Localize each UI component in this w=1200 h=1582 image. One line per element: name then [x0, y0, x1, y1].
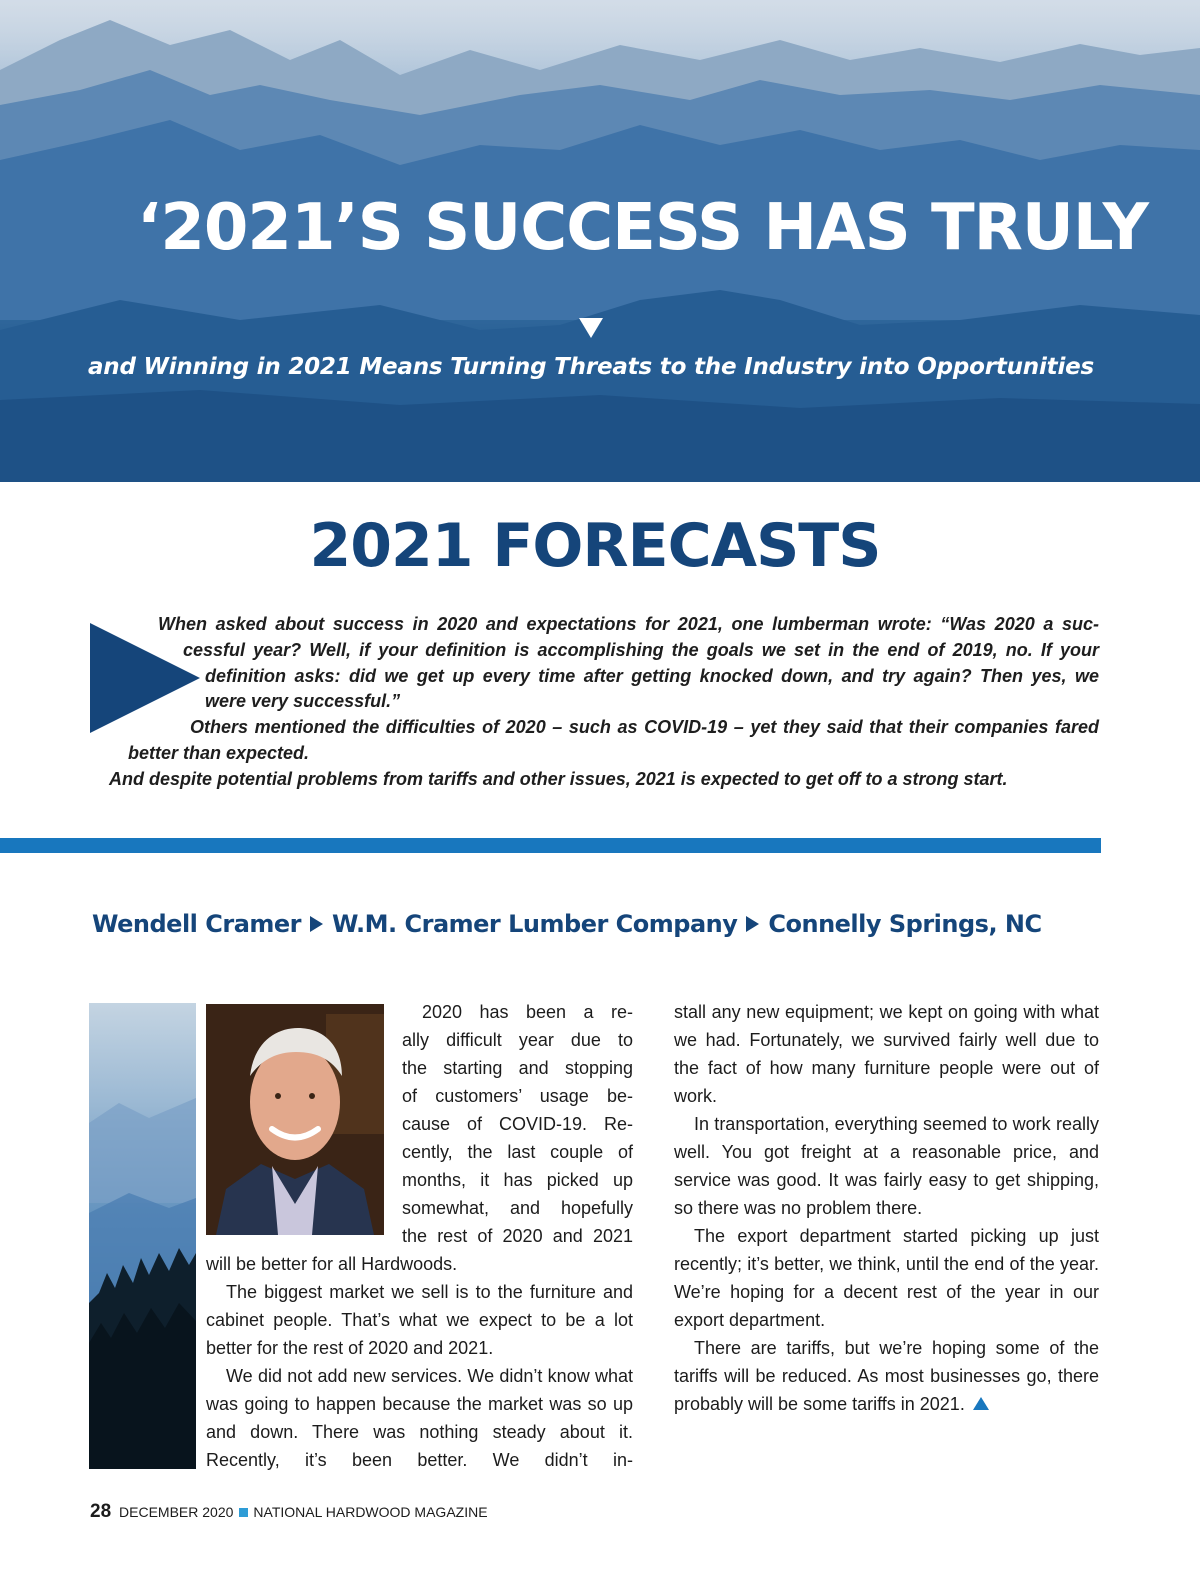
wrap-line: months, it has picked up: [402, 1170, 633, 1190]
intro-line-1: When asked about success in 2020 and expectations for 2021, one lumberman wrote: “Was 2020 a suc-: [158, 614, 1099, 634]
intro-line-5: Others mentioned the difficulties of 2020 – such as COVID-19 – yet they said that their companies fared: [190, 717, 1099, 737]
intro-line-6: better than expected.: [128, 743, 310, 763]
article-paragraph: There are tariffs, but we’re hoping some of the tariffs will be reduced. As most businesses go, there probably will be some tariffs in 2021.: [674, 1338, 1099, 1414]
byline-separator-icon: [746, 916, 759, 932]
wrap-line: the starting and stopping: [402, 1058, 633, 1078]
hero-subtitle: and Winning in 2021 Means Turning Threats to the Industry into Opportunities: [87, 354, 1095, 380]
page-footer: [90, 1501, 488, 1523]
wrap-line: of customers’ usage be-: [402, 1086, 633, 1106]
down-arrow-icon: [579, 318, 603, 338]
section-divider: [0, 838, 1101, 853]
wrap-line: cause of COVID-19. Re-: [402, 1114, 633, 1134]
footer-publication: NATIONAL HARDWOOD MAGAZINE: [253, 1504, 488, 1520]
forest-silhouette: [89, 1003, 196, 1469]
wrap-line: 2020 has been a re-: [422, 1002, 633, 1022]
article-paragraph: will be better for all Hardwoods.: [206, 1254, 458, 1274]
footer-issue: DECEMBER 2020: [119, 1504, 234, 1520]
wrap-line: ally difficult year due to: [402, 1030, 633, 1050]
square-bullet-icon: [239, 1508, 248, 1517]
wrap-line: cently, the last couple of: [402, 1142, 633, 1162]
portrait-figure: [206, 1004, 384, 1235]
article-paragraph: We did not add new services. We didn’t know what was going to happen because the market was so up and down. There was nothing steady about it. Recently, it’s been better. We didn’t in-: [206, 1366, 633, 1470]
intro-line-7: And despite potential problems from tariffs and other issues, 2021 is expected to get off to a strong start.: [109, 769, 1008, 789]
article-paragraph: In transportation, everything seemed to work really well. You got freight at a reasonable price, and service was good. It was fairly easy to get shipping, so there was no problem there.: [674, 1114, 1099, 1218]
wrap-line: somewhat, and hopefully: [402, 1198, 633, 1218]
article-paragraph: stall any new equipment; we kept on going with what we had. Fortunately, we survived fairly well due to the fact of how many furniture people were out of work.: [674, 1002, 1099, 1106]
intro-line-4: were very successful.”: [205, 691, 401, 711]
article-left-column: [206, 1250, 633, 1474]
byline-separator-icon: [310, 916, 323, 932]
intro-line-3: definition asks: did we get up every time after getting knocked down, and try again? Then yes, we: [205, 666, 1099, 686]
intro-line-2: cessful year? Well, if your definition is accomplishing the goals we set in the end of 2019, no. If your: [183, 640, 1099, 660]
article-paragraph: The export department started picking up just recently; it’s better, we think, until the end of the year. We’re hoping for a decent rest of the year in our export department.: [674, 1226, 1099, 1330]
hero-title: ‘2021’S SUCCESS HAS TRULY: [137, 191, 1148, 265]
portrait-photo: [206, 1004, 384, 1235]
byline-company: W.M. Cramer Lumber Company: [332, 910, 738, 938]
section-title: 2021 FORECASTS: [309, 511, 881, 581]
byline-location: Connelly Springs, NC: [768, 910, 1042, 938]
sidebar-mountain-photo: [89, 1003, 196, 1469]
article-paragraph: The biggest market we sell is to the furniture and cabinet people. That’s what we expect to be a lot better for the rest of 2020 and 2021.: [206, 1282, 633, 1358]
article-right-column: [674, 998, 1099, 1418]
byline-name: Wendell Cramer: [92, 910, 302, 938]
wrap-line: the rest of 2020 and 2021: [402, 1226, 633, 1246]
article-wrap-text: [402, 998, 633, 1250]
end-of-article-icon: [973, 1397, 989, 1410]
page-number: 28: [90, 1501, 112, 1522]
byline: [92, 910, 1042, 938]
hero-banner: [0, 0, 1200, 482]
